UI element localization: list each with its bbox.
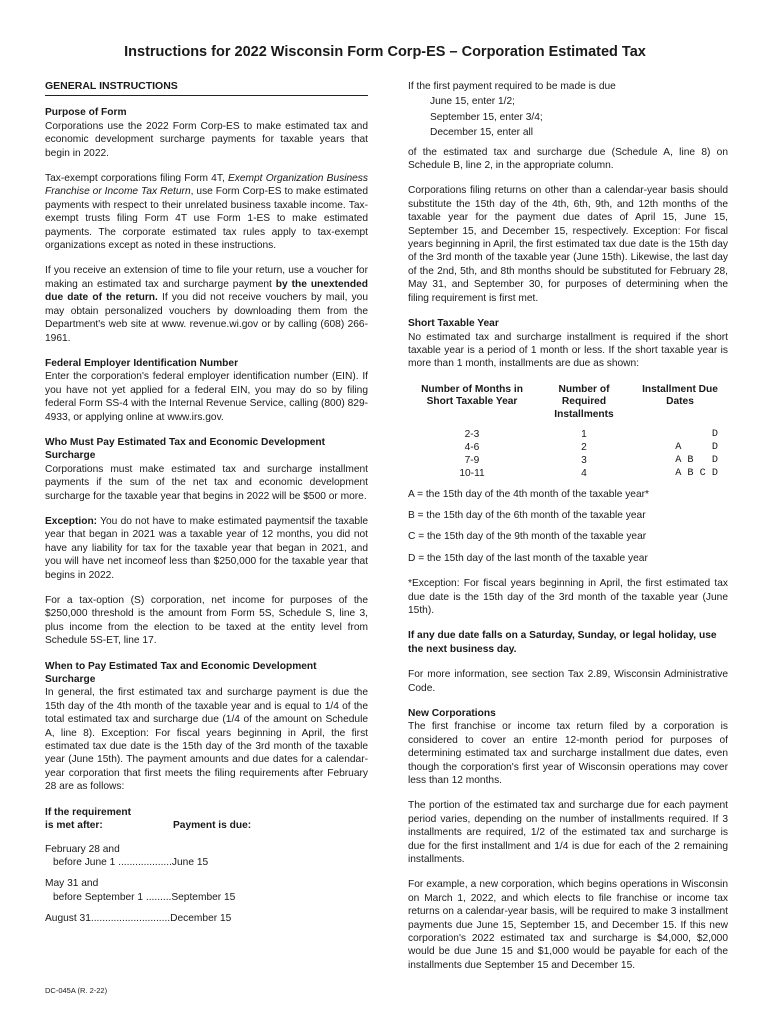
fein-text: Enter the corporation's federal employer identification number (EIN). If you have not yet applied for a federal EIN, you may do so by filing federal Form SS-4 with the Internal Revenue Service, calling (800) 829-4933, or applying online at www.irs.gov. — [45, 371, 368, 423]
table-row: 4-6 2 A D — [464, 441, 718, 453]
table-header: Number of Required Installments — [554, 383, 614, 420]
taxexempt-text: Tax-exempt corporations filing Form 4T, Exempt Organization Business Franchise or Income Tax Return, use Form Corp-ES to make estimated payments with respect to their unrelated business taxable income. Tax-exempt trusts filing Form 4T use Form 1-ES to make estimated payments. The corporate estimated tax rules apply to tax-exempt organizations except as noted in these instructions. — [45, 173, 368, 252]
definition-a: A = the 15th day of the 4th month of the taxable year* — [408, 488, 649, 500]
who-must-pay-text: Corporations must make estimated tax and surcharge installment payments if the sum of the net tax and economic development surcharge for the taxable year that begins in 2022 will be $500 or more. — [45, 463, 368, 502]
table-row: 7-9 3 A B D — [464, 454, 718, 466]
first-payment-item: December 15, enter all — [430, 127, 534, 139]
table-header: Number of Months in Short Taxable Year — [421, 383, 523, 408]
form-code: DC-045A (R. 2-22) — [45, 986, 108, 995]
due-row: August 31............................December 15 — [45, 913, 232, 925]
first-payment-intro: If the first payment required to be made is due — [408, 81, 616, 92]
requirement-header: If the requirement is met after: Payment is due: — [45, 806, 252, 832]
first-payment-outro: of the estimated tax and surcharge due (Schedule A, line 8) on Schedule B, line 2, in the appropriate column. — [408, 146, 728, 172]
short-year-text: No estimated tax and surcharge installment is required if the short taxable year is a period of 1 month or less. If the short taxable year is more than 1 month, installments are due as shown: — [408, 331, 728, 370]
fein-heading: Federal Employer Identification Number — [45, 357, 239, 369]
when-to-pay-text: In general, the first estimated tax and surcharge payment is due the 15th day of the 4th month of the taxable year and is equal to 1/4 of the total estimated tax and surcharge due (1/4 of the amount on Schedule A, line 8). Exception: For fiscal years beginning in April, the first estimated tax due date is the 15th day of the 3rd month of the taxable year (June 15th). The payment amounts and due dates for a calendar-year corporation that first meets the filing requirements after February 28 are as follows: — [45, 687, 368, 793]
definition-c: C = the 15th day of the 9th month of the taxable year — [408, 531, 647, 543]
fiscal-exception: *Exception: For fiscal years beginning in April, the first estimated tax due date is the 15th day of the 3rd month of the taxable year (June 15th). — [408, 578, 728, 616]
definition-b: B = the 15th day of the 6th month of the taxable year — [408, 509, 646, 521]
weekend-note: If any due date falls on a Saturday, Sunday, or legal holiday, use the next business day. — [408, 630, 717, 655]
right-column — [408, 80, 728, 984]
general-instructions-heading: GENERAL INSTRUCTIONS — [45, 80, 368, 96]
purpose-text: Corporations use the 2022 Form Corp-ES to make estimated tax and economic development surcharge payments for taxable years that begin in 2022. — [45, 120, 368, 159]
extension-text: If you receive an extension of time to file your return, use a voucher for making an estimated tax and surcharge payment by the unextended due date of the return. If you did not receive vouchers by mail, you may obtain personalized vouchers by downloading them from the Department's web site at www. revenue.wi.gov or by calling (608) 266-1961. — [45, 265, 368, 344]
when-to-pay-heading: When to Pay Estimated Tax and Economic Development Surcharge — [45, 660, 317, 686]
definition-d: D = the 15th day of the last month of the taxable year — [408, 552, 648, 564]
tax-option-text: For a tax-option (S) corporation, net income for purposes of the $250,000 threshold is the amount from Form 5S, Schedule S, line 3, plus income from the election to be taxed at the entity level from Schedule 5S-ET, line 17. — [45, 595, 368, 647]
exception-text: Exception: You do not have to make estimated paymentsif the taxable year that began in 2021 was a taxable year of 12 months, you did not have any liability for tax for the taxable year that began in 2021, and you will have net incomeof less than $250,000 for the taxable year that begins in 2022. — [45, 515, 368, 581]
first-payment-item: June 15, enter 1/2; — [430, 96, 515, 108]
installment-table — [408, 383, 728, 480]
noncalendar-text: Corporations filing returns on other than a calendar-year basis should substitute the 15th day of the 4th, 6th, 9th, and 12th months of the taxable year for the payment due dates of April 15, June 15, September 15, and December 15, respectively. Exception: For fiscal years beginning in April, the first estimated tax due date is the 15th day of the 3rd month of the taxable year (June 15th). Likewise, the last day of the 2nd, 5th, and 8th months should be substituted for February 28, May 31, and September 30, for purposes of determining when the filing requirement is first met. — [408, 185, 728, 304]
table-row: 2-3 1 D — [464, 428, 718, 440]
due-row: February 28 and before June 1 ...................June 15 — [45, 843, 209, 868]
new-corporations-text: The first franchise or income tax return filed by a corporation is considered to cover an entire 12-month period for purposes of determining estimated tax and surcharge installment due dates, even though the corporation's first year of Wisconsin operations may cover less than 12 months. — [408, 721, 728, 786]
left-column — [45, 80, 368, 934]
short-year-heading: Short Taxable Year — [408, 318, 499, 330]
more-info: For more information, see section Tax 2.89, Wisconsin Administrative Code. — [408, 669, 728, 694]
who-must-pay-heading: Who Must Pay Estimated Tax and Economic Development Surcharge — [45, 436, 326, 462]
first-payment-item: September 15, enter 3/4; — [430, 111, 543, 123]
portion-text: The portion of the estimated tax and surcharge due for each payment period varies, depending on the number of installments required. If 3 installments are required, 1/2 of the estimated tax and surcharge is due for the first installment and 1/4 is due for each of the 2 remaining installments. — [408, 800, 728, 866]
example-text: For example, a new corporation, which begins operations in Wisconsin on March 1, 2022, and which elects to file franchise or income tax returns on a calendar-year basis, will be required to make 3 installment payments due June 15, September 15, and December 15. If this new corporation's 2022 estimated tax and surcharge is $4,000, $2,000 would be due June 15 and $1,000 would be payable for each of the installments due September 15 and December 15. — [408, 879, 728, 971]
purpose-heading: Purpose of Form — [45, 107, 127, 119]
page-title: Instructions for 2022 Wisconsin Form Corp-ES – Corporation Estimated Tax — [124, 44, 646, 60]
table-header: Installment Due Dates — [642, 383, 718, 408]
due-row: May 31 and before September 1 .........September 15 — [45, 878, 236, 903]
table-row: 10-11 4 A B C D — [459, 467, 718, 479]
new-corporations-heading: New Corporations — [408, 707, 496, 719]
